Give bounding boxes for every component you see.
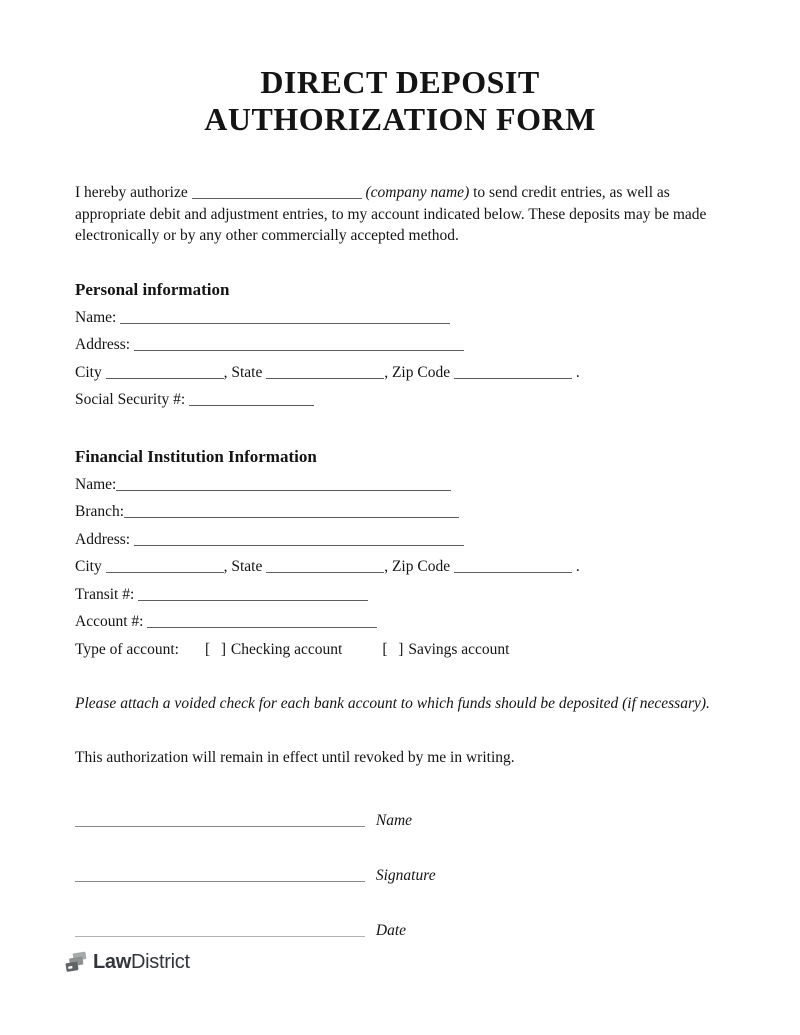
personal-address-label: Address: bbox=[75, 336, 131, 353]
brand-word-district: District bbox=[131, 950, 190, 973]
lawdistrict-wordmark bbox=[93, 951, 190, 974]
intro-text-line2: appropriate debit and adjustment entries, to my account indicated below. These deposits may be made bbox=[75, 205, 707, 223]
signer-name-line[interactable] bbox=[75, 813, 365, 827]
period: . bbox=[575, 558, 580, 575]
intro-text-post: to send credit entries, as well as bbox=[473, 184, 670, 201]
transit-number-label: Transit #: bbox=[75, 585, 135, 603]
account-number-blank[interactable] bbox=[147, 614, 377, 628]
financial-account-row bbox=[75, 608, 725, 636]
authorization-statement: This authorization will remain in effect until revoked by me in writing. bbox=[75, 749, 515, 766]
signature-section bbox=[75, 810, 725, 941]
signature-line[interactable] bbox=[75, 868, 365, 882]
voided-check-note: Please attach a voided check for each bank account to which funds should be deposited (if necessary). bbox=[75, 695, 710, 712]
financial-address-row bbox=[75, 526, 725, 554]
personal-ssn-row bbox=[75, 386, 725, 414]
signature-row bbox=[75, 865, 725, 886]
financial-zip-label: Zip Code bbox=[391, 558, 451, 575]
checking-account-checkbox[interactable]: [ ] bbox=[204, 640, 228, 658]
personal-zip-blank[interactable] bbox=[454, 365, 572, 379]
financial-info-section bbox=[75, 471, 725, 664]
account-number-label: Account #: bbox=[75, 613, 144, 630]
date-label: Date bbox=[375, 922, 407, 939]
comma: , bbox=[223, 363, 228, 381]
personal-name-label: Name: bbox=[75, 308, 117, 326]
financial-branch-blank[interactable] bbox=[124, 504, 459, 518]
transit-number-blank[interactable] bbox=[138, 587, 368, 601]
signer-name-label: Name bbox=[375, 812, 413, 829]
lawdistrict-stacked-cards-icon bbox=[64, 950, 88, 974]
personal-address-row bbox=[75, 331, 725, 359]
account-type-label: Type of account: bbox=[75, 640, 179, 658]
personal-info-section bbox=[75, 304, 725, 414]
financial-state-label: State bbox=[231, 558, 263, 575]
title-line2: AUTHORIZATION FORM bbox=[204, 101, 596, 137]
financial-name-row bbox=[75, 471, 725, 499]
personal-name-blank[interactable] bbox=[120, 310, 450, 324]
financial-state-blank[interactable] bbox=[266, 559, 384, 573]
title-line1: DIRECT DEPOSIT bbox=[260, 64, 540, 100]
personal-city-blank[interactable] bbox=[106, 365, 224, 379]
signer-name-row bbox=[75, 810, 725, 831]
financial-name-label: Name: bbox=[75, 475, 117, 493]
personal-ssn-label: Social Security #: bbox=[75, 391, 186, 408]
personal-state-blank[interactable] bbox=[266, 365, 384, 379]
company-name-blank[interactable] bbox=[192, 185, 362, 199]
personal-state-label: State bbox=[231, 363, 263, 381]
personal-address-blank[interactable] bbox=[134, 337, 464, 351]
date-row bbox=[75, 920, 725, 941]
lawdistrict-logo bbox=[64, 950, 190, 974]
company-name-hint: (company name) bbox=[365, 184, 470, 201]
financial-info-heading: Financial Institution Information bbox=[75, 446, 317, 466]
comma: , bbox=[223, 558, 228, 575]
financial-city-label: City bbox=[75, 558, 102, 575]
financial-address-label: Address: bbox=[75, 530, 131, 548]
financial-branch-row bbox=[75, 498, 725, 526]
account-type-row bbox=[75, 636, 725, 664]
financial-name-blank[interactable] bbox=[116, 477, 451, 491]
personal-ssn-blank[interactable] bbox=[189, 392, 314, 406]
financial-branch-label: Branch: bbox=[75, 503, 125, 520]
personal-city-state-zip-row bbox=[75, 359, 725, 387]
signature-label: Signature bbox=[375, 867, 436, 884]
date-line[interactable] bbox=[75, 923, 365, 937]
period: . bbox=[575, 363, 580, 381]
intro-text-line3: electronically or by any other commercially accepted method. bbox=[75, 227, 459, 244]
personal-info-heading: Personal information bbox=[75, 279, 230, 299]
intro-text-pre: I hereby authorize bbox=[75, 184, 188, 201]
financial-zip-blank[interactable] bbox=[454, 559, 572, 573]
page-title bbox=[75, 0, 725, 138]
personal-zip-label: Zip Code bbox=[391, 363, 451, 381]
checking-account-label: Checking account bbox=[230, 640, 343, 658]
comma: , bbox=[384, 363, 389, 381]
intro-paragraph bbox=[75, 182, 725, 247]
personal-name-row bbox=[75, 304, 725, 332]
financial-city-blank[interactable] bbox=[106, 559, 224, 573]
financial-city-state-zip-row bbox=[75, 553, 725, 581]
personal-city-label: City bbox=[75, 363, 102, 381]
financial-address-blank[interactable] bbox=[134, 532, 464, 546]
savings-account-label: Savings account bbox=[408, 640, 510, 658]
brand-word-law: Law bbox=[93, 950, 131, 973]
financial-transit-row bbox=[75, 581, 725, 609]
savings-account-checkbox[interactable]: [ ] bbox=[382, 640, 405, 658]
comma: , bbox=[384, 558, 389, 575]
